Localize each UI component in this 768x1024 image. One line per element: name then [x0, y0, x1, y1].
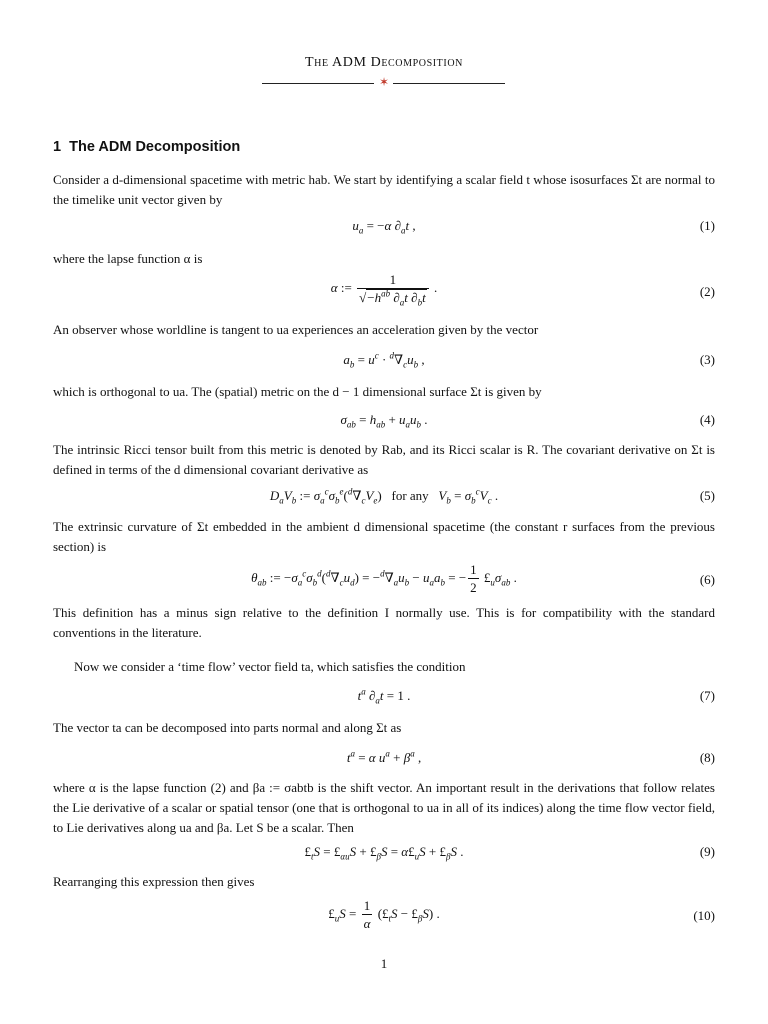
ornament-rule-right — [393, 83, 505, 84]
equation-9-body: $£_tS$ = $£_{\alpha u}S$ + $£_\beta S$ = $\alpha£_uS$ + $£_\beta S$ . — [304, 844, 464, 862]
equation-5-number: (5) — [699, 488, 715, 503]
equation-7-number: (7) — [699, 688, 715, 703]
equation-6 — [53, 562, 715, 598]
equation-5-body: $D_aV_b$ := $\sigma_a^c\sigma_b^e(^d\nabla_cV_e)$ for any $V_b = \sigma_b^cV_c$ . — [269, 486, 499, 506]
fraction: $\frac{1}{√-h^{ab} \partial_at \partial_bt}$ — [357, 272, 429, 306]
equation-10-body: $£_uS$ = $\frac{1}{\alpha}$ ($£_tS$ − $£_\beta S$) . — [328, 898, 440, 931]
equation-7-body: $t^a$ $\partial_at = 1$ . — [357, 686, 411, 706]
equation-2 — [53, 272, 715, 312]
star-icon: ✶ — [378, 75, 390, 89]
page-number: 1 — [380, 956, 388, 971]
equation-8-body: $t^a = \alpha$ $u^a + \beta^a$ , — [346, 748, 422, 765]
equation-9-number: (9) — [699, 844, 715, 859]
ornament-rule-left — [262, 83, 374, 84]
paragraph-9: The vector ta can be decomposed into parts normal and along Σt as — [53, 720, 402, 735]
equation-10 — [53, 898, 715, 934]
equation-1-body: $u_a = -\alpha$ $\partial_at$ , — [352, 218, 416, 236]
equation-3-number: (3) — [699, 352, 715, 367]
equation-8-number: (8) — [699, 750, 715, 765]
equation-6-body: $\theta_{ab}$ := $-\sigma_a^c\sigma_b^d(^d\nabla_cu_d) = -^d\nabla_au_b - u_aa_b$ = − $\frac{1}{2}$ $£_u\sigma_{ab}$ . — [251, 562, 517, 595]
equation-2-number: (2) — [699, 284, 715, 299]
equation-1-number: (1) — [699, 218, 715, 233]
running-title: The ADM Decomposition — [305, 55, 463, 70]
equation-4 — [53, 412, 715, 432]
paragraph-6: The extrinsic curvature of Σt embedded in the ambient d dimensional spacetime (the constant r surfaces from the previous section) is — [53, 519, 715, 554]
equation-2-body: α := $\frac{1}{√-h^{ab} \partial_at \partial_bt}$ . — [330, 272, 438, 308]
paragraph-3: An observer whose worldline is tangent to ua experiences an acceleration given by the vector — [53, 322, 539, 337]
equation-3-body: $a_b = u^c \cdot ^d\nabla_cu_b$ , — [343, 350, 425, 370]
equation-6-number: (6) — [699, 572, 715, 587]
equation-9 — [53, 844, 715, 864]
section-number: 1 — [53, 139, 62, 155]
equation-3 — [53, 352, 715, 372]
title-ornament — [262, 75, 505, 89]
paragraph-11: Rearranging this expression then gives — [53, 874, 255, 889]
paragraph-10: where α is the lapse function (2) and βa := σabtb is the shift vector. An important result in the derivations that follow relates the Lie derivative of a scalar or spatial tensor (one that is orthogonal to ua in all of its indices) along the time flow vector field, to Lie derivatives along ua and βa. Let S be a scalar. Then — [53, 780, 715, 835]
paragraph-1: Consider a d-dimensional spacetime with metric hab. We start by identifying a scalar field t whose isosurfaces Σt are normal to the timelike unit vector given by — [53, 172, 715, 207]
equation-1 — [53, 218, 715, 238]
paragraph-7: This definition has a minus sign relative to the definition I normally use. This is for compatibility with the standard conventions in the literature. — [53, 605, 715, 640]
equation-8 — [53, 750, 715, 770]
section-title: The ADM Decomposition — [69, 139, 241, 155]
paragraph-5: The intrinsic Ricci tensor built from this metric is denoted by Rab, and its Ricci scalar is R. The covariant derivative on Σt is defined in terms of the d dimensional covariant derivative as — [53, 442, 715, 477]
equation-4-body: $\sigma_{ab} = h_{ab} + u_au_b$ . — [340, 412, 428, 430]
equation-10-number: (10) — [693, 908, 715, 923]
equation-4-number: (4) — [699, 412, 715, 427]
paragraph-4: which is orthogonal to ua. The (spatial) metric on the d − 1 dimensional surface Σt is given by — [53, 384, 542, 399]
paragraph-8: Now we consider a ‘time flow’ vector field ta, which satisfies the condition — [74, 659, 466, 674]
section-heading — [53, 139, 240, 155]
paragraph-2: where the lapse function α is — [53, 251, 203, 266]
equation-5 — [53, 488, 715, 508]
equation-7 — [53, 688, 715, 708]
